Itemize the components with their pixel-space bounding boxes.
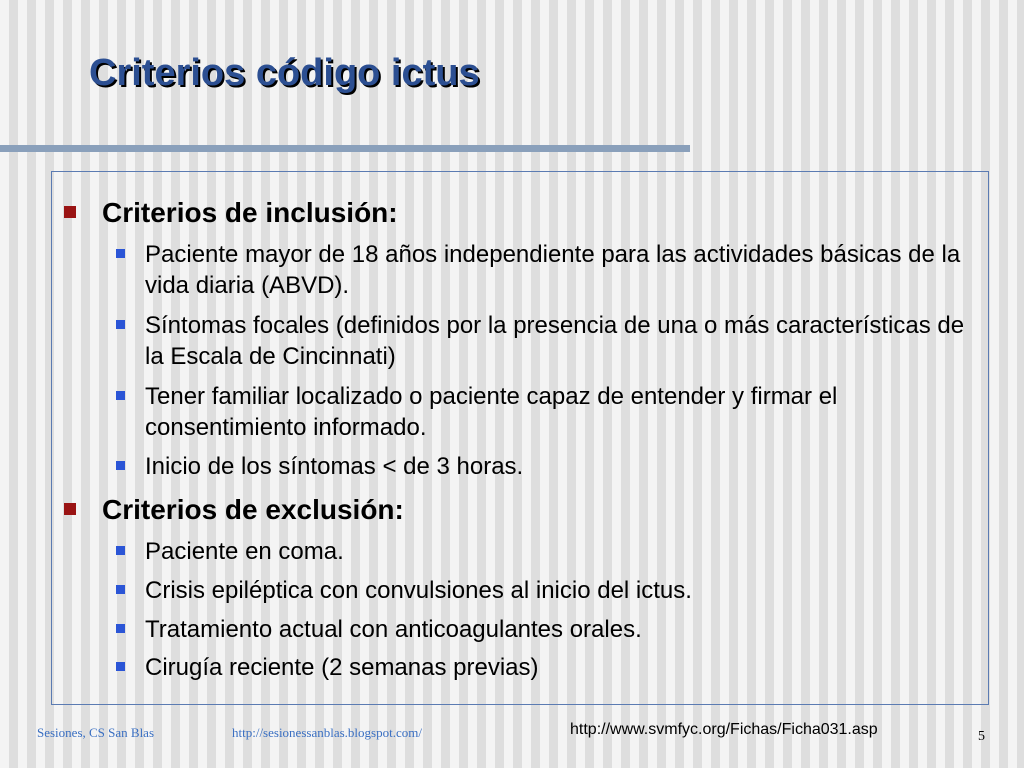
exclusion-bullet-icon xyxy=(64,503,76,515)
bullet-icon xyxy=(116,546,125,555)
inclusion-item-2: Síntomas focales (definidos por la presencia de una o más características de la Escala de Cincinnati) xyxy=(145,312,965,370)
footer-blog-link[interactable]: http://sesionessanblas.blogspot.com/ xyxy=(232,725,422,740)
bullet-icon xyxy=(116,624,125,633)
inclusion-heading: Criterios de inclusión: xyxy=(102,197,398,228)
inclusion-item-3: Tener familiar localizado o paciente capaz de entender y firmar el consentimiento informado. xyxy=(145,383,838,441)
slide-title: Criterios código ictus xyxy=(89,52,480,94)
footer-source-link[interactable]: http://www.svmfyc.org/Fichas/Ficha031.asp xyxy=(570,721,878,738)
bullet-icon xyxy=(116,391,125,400)
page-number: 5 xyxy=(978,729,985,744)
inclusion-item-1: Paciente mayor de 18 años independiente para las actividades básicas de la vida diaria (ABVD). xyxy=(145,241,961,299)
exclusion-item-3: Tratamiento actual con anticoagulantes orales. xyxy=(145,616,642,643)
bullet-icon xyxy=(116,461,125,470)
bullet-icon xyxy=(116,662,125,671)
bullet-icon xyxy=(116,585,125,594)
title-underline xyxy=(0,145,690,152)
exclusion-item-2: Crisis epiléptica con convulsiones al inicio del ictus. xyxy=(145,577,692,604)
exclusion-heading: Criterios de exclusión: xyxy=(102,494,404,525)
exclusion-item-4: Cirugía reciente (2 semanas previas) xyxy=(145,654,539,681)
inclusion-item-4: Inicio de los síntomas < de 3 horas. xyxy=(145,453,524,480)
bullet-icon xyxy=(116,249,125,258)
inclusion-bullet-icon xyxy=(64,206,76,218)
exclusion-item-1: Paciente en coma. xyxy=(145,538,344,565)
footer-org: Sesiones, CS San Blas xyxy=(37,725,155,740)
bullet-icon xyxy=(116,320,125,329)
